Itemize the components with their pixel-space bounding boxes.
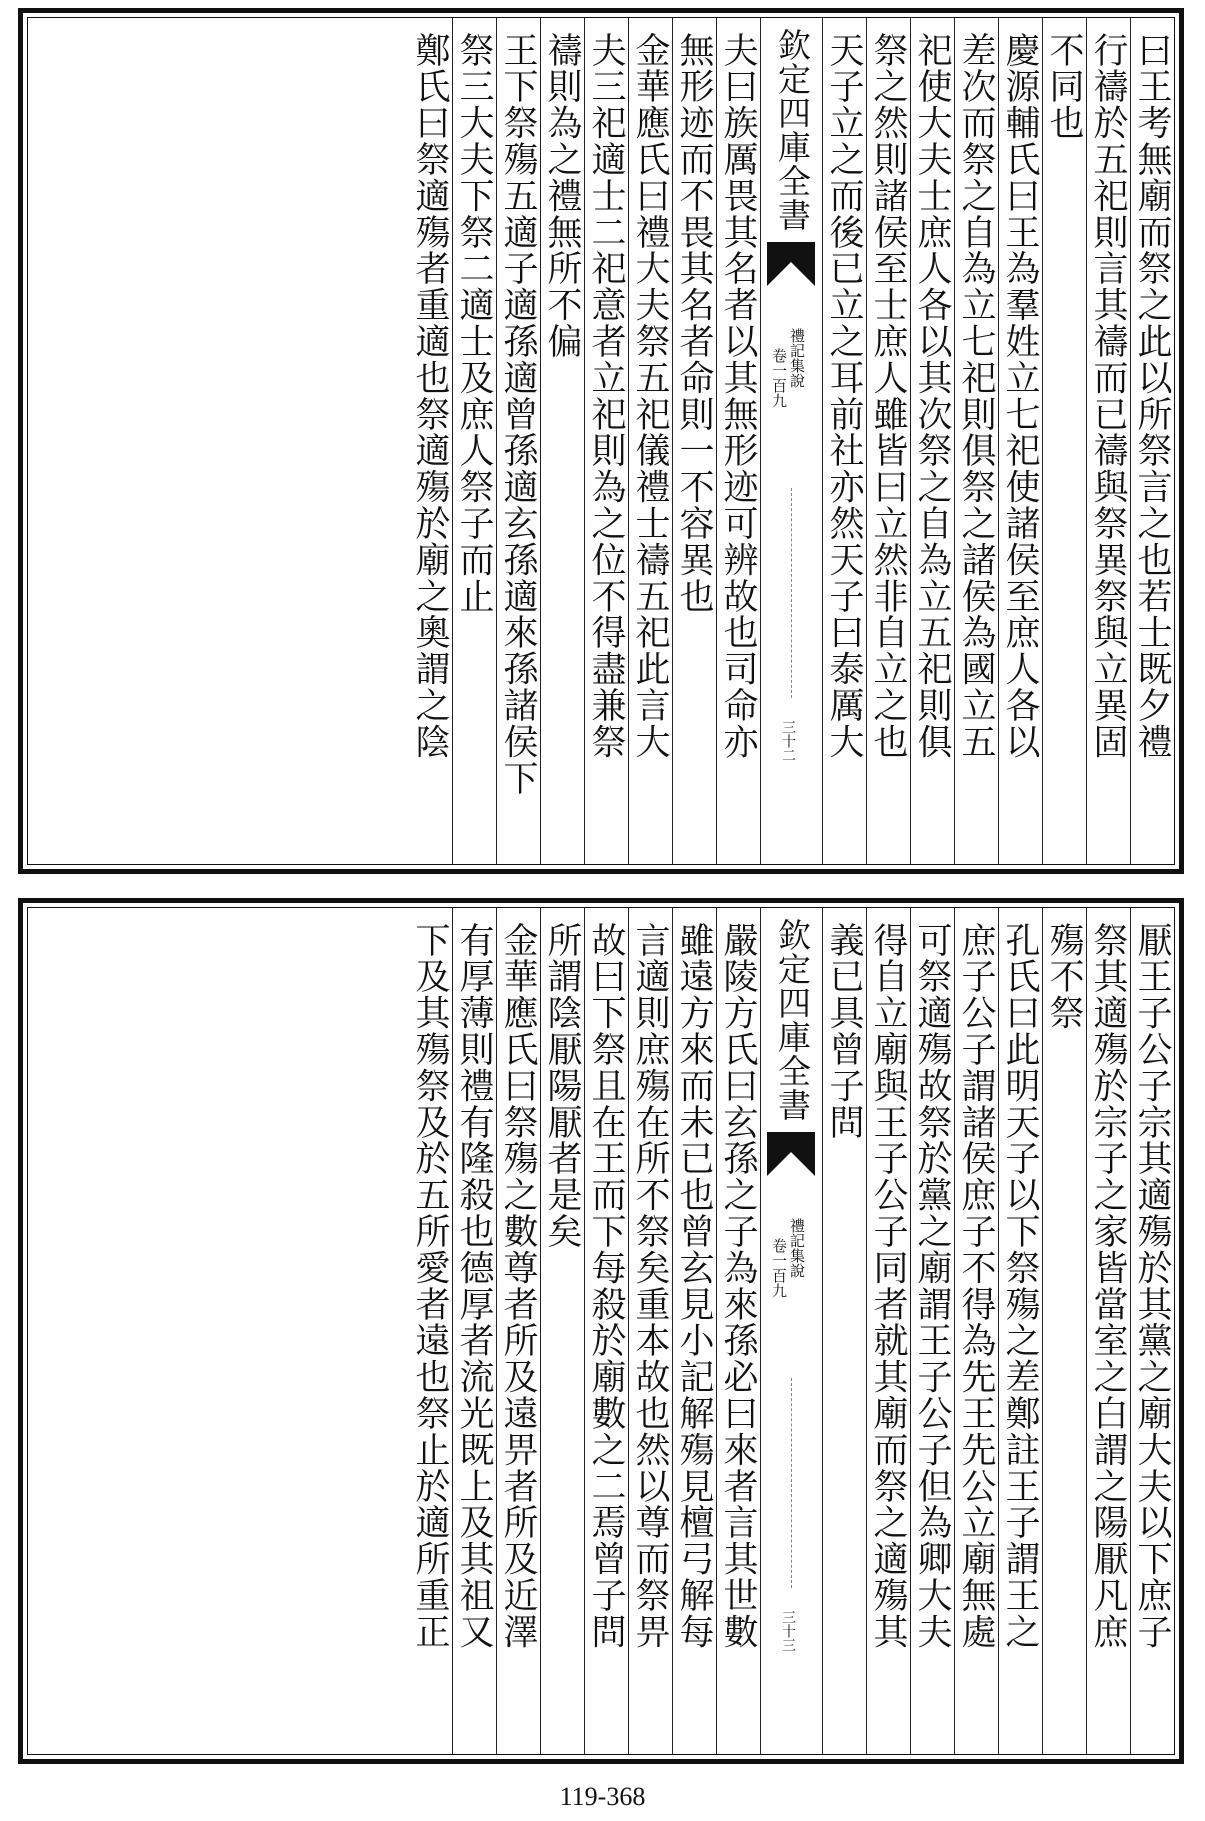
upper-text-frame [27, 17, 1175, 865]
text-column: 禱則為之禮無所不偏 [540, 18, 584, 864]
text-column: 祀使大夫士庶人各以其次祭之自為立五祀則俱 [910, 18, 954, 864]
text-column: 下及其殤祭及於五所愛者遠也祭止於適所重正 [410, 922, 450, 1650]
center-fold-column [760, 18, 822, 864]
book-title-small: 禮記集說 [788, 1218, 806, 1278]
volume-label: 卷一百九 [770, 348, 788, 408]
text-column: 金華應氏曰禮大夫祭五祀儀禮士禱五祀此言大 [628, 18, 672, 864]
text-column: 嚴陵方氏曰玄孫之子為來孫必曰來者言其世數 [716, 908, 760, 1754]
book-title-small: 禮記集說 [788, 328, 806, 388]
text-column: 祭其適殤於宗子之家皆當室之白謂之陽厭凡庶 [1086, 908, 1130, 1754]
center-fold-column [760, 908, 822, 1754]
fold-line [791, 488, 793, 698]
page-number: 三十三 [780, 1610, 796, 1652]
text-column: 鄭氏曰祭適殤者重適也祭適殤於廟之奧謂之陰 [410, 32, 450, 760]
text-column: 金華應氏曰祭殤之數尊者所及遠畀者所及近澤 [496, 908, 540, 1754]
text-column: 雖遠方來而未已也曾玄見小記解殤見檀弓解每 [672, 908, 716, 1754]
text-column: 庶子公子謂諸侯庶子不得為先王先公立廟無處 [954, 908, 998, 1754]
text-column: 行禱於五祀則言其禱而已禱與祭異祭與立異固 [1086, 18, 1130, 864]
upper-half-page [18, 8, 1184, 874]
text-column: 孔氏曰此明天子以下祭殤之差鄭註王子謂王之 [998, 908, 1042, 1754]
text-column: 得自立廟與王子公子同者就其廟而祭之適殤其 [866, 908, 910, 1754]
lower-text-frame [27, 907, 1175, 1755]
lower-half-page [18, 898, 1184, 1764]
text-column: 差次而祭之自為立七祀則俱祭之諸侯為國立五 [954, 18, 998, 864]
text-column: 天子立之而後已立之耳前社亦然天子曰泰厲大 [822, 18, 866, 864]
volume-label: 卷一百九 [770, 1238, 788, 1298]
page-number: 三十二 [780, 720, 796, 762]
text-column: 所謂陰厭陽厭者是矣 [540, 908, 584, 1754]
text-column: 有厚薄則禮有隆殺也德厚者流光既上及其祖又 [452, 908, 496, 1754]
text-column: 殤不祭 [1042, 908, 1086, 1754]
page-footer-number: 119-368 [559, 1782, 646, 1811]
text-column: 王下祭殤五適子適孫適曾孫適玄孫適來孫諸侯下 [496, 18, 540, 864]
fold-line [791, 1378, 793, 1588]
fish-tail-ornament-icon [765, 1130, 817, 1178]
text-column: 祭之然則諸侯至士庶人雖皆曰立然非自立之也 [866, 18, 910, 864]
text-column: 可祭適殤故祭於黨之廟謂王子公子但為卿大夫 [910, 908, 954, 1754]
text-column: 曰王考無廟而祭之此以所祭言之也若士既夕禮 [1130, 18, 1174, 864]
text-column: 故曰下祭且在王而下每殺於廟數之二焉曾子問 [584, 908, 628, 1754]
fish-tail-ornament-icon [765, 240, 817, 288]
collection-title: 欽定四庫全書 [773, 918, 812, 1122]
text-column: 不同也 [1042, 18, 1086, 864]
text-column: 夫三祀適士二祀意者立祀則為之位不得盡兼祭 [584, 18, 628, 864]
text-column: 無形迹而不畏其名者命則一不容異也 [672, 18, 716, 864]
text-column: 厭王子公子宗其適殤於其黨之廟大夫以下庶子 [1130, 908, 1174, 1754]
text-column: 義已具曾子問 [822, 908, 866, 1754]
text-column: 祭三大夫下祭二適士及庶人祭子而止 [452, 18, 496, 864]
text-column: 夫曰族厲畏其名者以其無形迹可辨故也司命亦 [716, 18, 760, 864]
text-column: 言適則庶殤在所不祭矣重本故也然以尊而祭畀 [628, 908, 672, 1754]
text-column: 慶源輔氏曰王為羣姓立七祀使諸侯至庶人各以 [998, 18, 1042, 864]
collection-title: 欽定四庫全書 [773, 28, 812, 232]
